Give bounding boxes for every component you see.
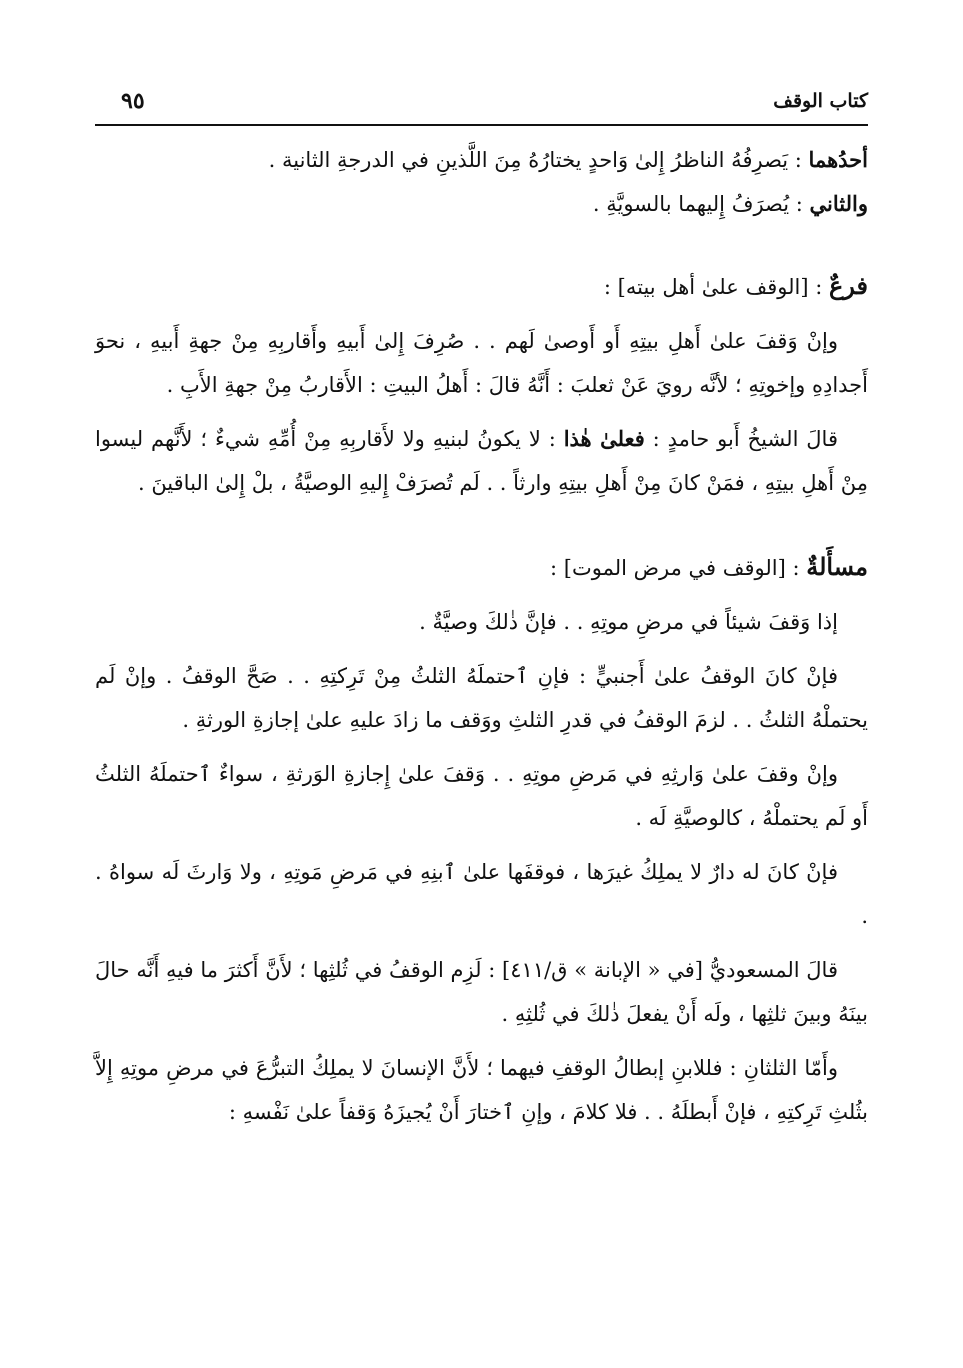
masala-heading-title: : [الوقف في مرض الموت] : <box>550 556 807 580</box>
masala-paragraph: وأَمّا الثلثانِ : فللابنِ إبطالُ الوقفِ فيهما ؛ لأَنَّ الإنسانَ لا يملِكُ التبرُّعَ في مرضِ موتِهِ إِلاَّ بثُلثِ تَرِكتِهِ ، فإنْ أَبطلَهُ . . فلا كلامَ ، وإنِ ٱختارَ أَنْ يُجيزَهُ وَقفاً علىٰ نَفْسهِ : <box>95 1056 868 1124</box>
far-paragraph-1: وإنْ وَقفَ علىٰ أَهلِ بيتِهِ أَو أَوصىٰ لَهم . . صُرِفَ إِلىٰ أَبيهِ وأَقاربِهِ مِنْ جهةِ أَبيهِ ، نحوَ أَجدادِهِ وإخوتِهِ ؛ لأنَّه رويَ عَنْ ثعلبَ : أَنَّهُ قالَ : أَهلُ البيتِ : الأَقاربُ مِنْ جهةِ الأَبِ . <box>95 329 868 397</box>
opinion-second-text: : يُصرَفُ إِليهما بالسويَّةِ . <box>592 192 810 216</box>
section-gap <box>95 515 868 545</box>
page-body <box>95 138 868 1144</box>
far-paragraph-2-bold: فعلىٰ هٰذا <box>563 426 645 451</box>
book-page <box>95 0 868 1368</box>
far-heading-title: : [الوقف علىٰ أهل بيته] : <box>603 275 829 299</box>
page-number: ٩٥ <box>121 88 145 114</box>
far-paragraph-2-prefix: قالَ الشيخُ أَبو حامدٍ : <box>644 427 838 451</box>
masala-paragraph: قالَ المسعوديُّ [في « الإبانة » ق/٤١١] : لَزِم الوقفُ في ثُلثِها ؛ لأَنَّ أَكثرَ ما فيهِ أَنَّه حالَ بينَهُ وبينَ ثلثِها ، ولَه أَنْ يفعلَ ذٰلكَ في ثُلثِهِ . <box>95 958 868 1026</box>
masala-paragraph: إذا وَقفَ شيئاً في مرضِ موتِهِ . . فإنَّ ذٰلكَ وصيَّةٌ . <box>419 610 838 634</box>
masala-heading <box>95 545 868 590</box>
opinion-second <box>95 182 868 226</box>
opinion-first <box>95 138 868 182</box>
opinion-first-text: : يَصرِفُهُ الناظرُ إِلىٰ وَاحدٍ يختارُهُ مِنَ اللَّذينِ في الدرجةِ الثانية . <box>268 148 809 172</box>
far-paragraph-2-rest: : لا يكونُ لبنيهِ ولا لأَقاربِهِ مِنْ أُمِّهِ شيءٌ ؛ لأَنَّهم ليسوا مِنْ أَهلِ بيتِهِ ، فمَنْ كانَ مِنْ أَهلِ بيتِهِ وارثاً . . لَم تُصرَفْ إِليهِ الوصيَّةُ ، بلْ إِلىٰ الباقينَ . <box>95 427 868 495</box>
opinion-first-label: أحدُهما <box>808 147 868 172</box>
masala-heading-label: مسأَلةٌ <box>806 552 868 581</box>
opinion-second-label: والثاني <box>809 191 868 216</box>
far-paragraph-2 <box>95 417 868 505</box>
masala-paragraph: فإنْ كانَ الوقفُ علىٰ أَجنبيٍّ : فإنِ ٱحتملَهُ الثلثُ مِنْ تَرِكتِهِ . . صَحَّ الوقفُ . وإنْ لَم يحتملْهُ الثلثُ . . لزمَ الوقفُ في قدرِ الثلثِ ووَقف ما زادَ عليهِ علىٰ إجازةِ الورثةِ . <box>95 664 868 732</box>
running-title: كتاب الوقف <box>773 90 868 112</box>
section-gap <box>95 226 868 264</box>
masala-paragraph: فإنْ كانَ له دارٌ لا يملِكُ غيرَها ، فوقفَها علىٰ ٱبنِهِ في مَرضِ مَوتِهِ ، ولا وَارثَ لَه سواهُ . . <box>95 860 868 928</box>
far-heading <box>95 264 868 309</box>
far-heading-label: فرعٌ <box>828 271 868 300</box>
masala-paragraph: وإنْ وقفَ علىٰ وَارثِهِ في مَرضِ موتِهِ . . وَقفَ علىٰ إِجازةِ الوَرثةِ ، سواءٌ ٱحتملَهُ الثلثُ أَو لَم يحتملْهُ ، كالوصيَّةِ لَه . <box>95 762 868 830</box>
page-header <box>95 88 868 126</box>
